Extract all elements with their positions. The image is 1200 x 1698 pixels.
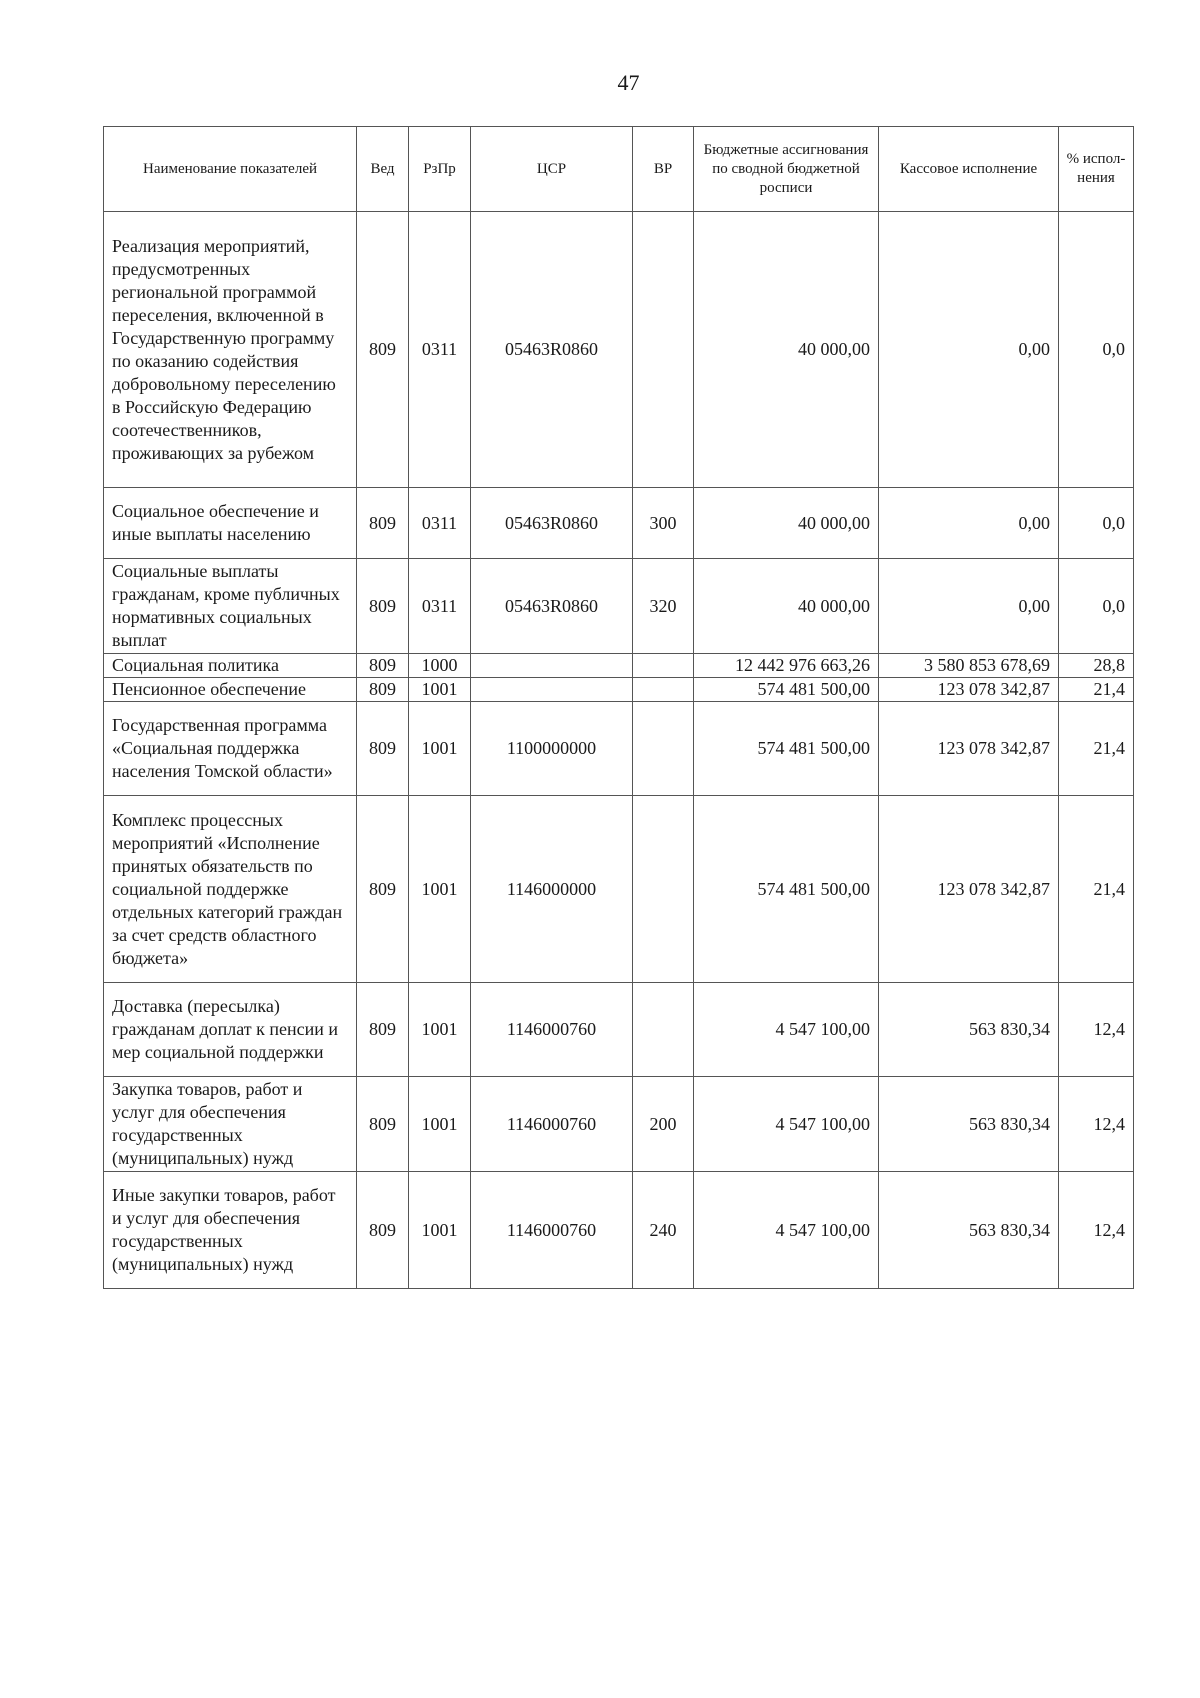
cell-name: Социальная политика (104, 654, 357, 678)
cell-name: Социальные выплаты гражданам, кроме публичных нормативных социальных выплат (104, 559, 357, 654)
cell-cash: 0,00 (879, 212, 1059, 488)
cell-ved: 809 (357, 702, 409, 796)
cell-cash: 0,00 (879, 488, 1059, 559)
cell-name: Доставка (пересылка) гражданам доплат к пенсии и мер социальной поддержки (104, 983, 357, 1077)
cell-vr: 300 (633, 488, 694, 559)
cell-assign: 40 000,00 (694, 488, 879, 559)
cell-assign: 574 481 500,00 (694, 702, 879, 796)
page-number: 47 (617, 70, 640, 95)
cell-csr: 1146000000 (471, 796, 633, 983)
cell-rzpr: 1001 (409, 678, 471, 702)
cell-name: Иные закупки товаров, работ и услуг для обеспечения государственных (муниципальных) нужд (104, 1172, 357, 1289)
header-assign: Бюджетные ассигнования по сводной бюджетной росписи (694, 127, 879, 212)
cell-cash: 123 078 342,87 (879, 796, 1059, 983)
header-name: Наименование показателей (104, 127, 357, 212)
cell-cash: 563 830,34 (879, 983, 1059, 1077)
cell-name: Социальное обеспечение и иные выплаты населению (104, 488, 357, 559)
table-row (104, 796, 1134, 983)
cell-name: Пенсионное обеспечение (104, 678, 357, 702)
cell-csr: 05463R0860 (471, 488, 633, 559)
cell-rzpr: 1001 (409, 702, 471, 796)
cell-rzpr: 0311 (409, 488, 471, 559)
table-row (104, 1077, 1134, 1172)
cell-vr (633, 702, 694, 796)
header-csr: ЦСР (471, 127, 633, 212)
cell-assign: 574 481 500,00 (694, 796, 879, 983)
cell-name: Закупка товаров, работ и услуг для обеспечения государственных (муниципальных) нужд (104, 1077, 357, 1172)
cell-assign: 4 547 100,00 (694, 983, 879, 1077)
cell-pct: 0,0 (1059, 212, 1134, 488)
cell-ved: 809 (357, 796, 409, 983)
cell-pct: 21,4 (1059, 678, 1134, 702)
cell-cash: 563 830,34 (879, 1172, 1059, 1289)
table-header-row (104, 127, 1134, 212)
table-row (104, 488, 1134, 559)
cell-csr (471, 678, 633, 702)
cell-ved: 809 (357, 559, 409, 654)
cell-cash: 563 830,34 (879, 1077, 1059, 1172)
cell-ved: 809 (357, 212, 409, 488)
cell-csr: 1146000760 (471, 983, 633, 1077)
cell-pct: 12,4 (1059, 983, 1134, 1077)
cell-vr (633, 796, 694, 983)
header-rzpr: РзПр (409, 127, 471, 212)
cell-pct: 0,0 (1059, 488, 1134, 559)
cell-name: Комплекс процессных мероприятий «Исполнение принятых обязательств по социальной поддержке отдельных категорий граждан за счет средств областного бюджета» (104, 796, 357, 983)
cell-vr (633, 212, 694, 488)
cell-csr: 1100000000 (471, 702, 633, 796)
cell-assign: 40 000,00 (694, 559, 879, 654)
cell-cash: 0,00 (879, 559, 1059, 654)
cell-rzpr: 1000 (409, 654, 471, 678)
cell-csr: 1146000760 (471, 1077, 633, 1172)
cell-assign: 4 547 100,00 (694, 1077, 879, 1172)
header-pct: % испол-нения (1059, 127, 1134, 212)
cell-cash: 3 580 853 678,69 (879, 654, 1059, 678)
header-vr: ВР (633, 127, 694, 212)
cell-assign: 574 481 500,00 (694, 678, 879, 702)
table-row (104, 654, 1134, 678)
cell-vr: 240 (633, 1172, 694, 1289)
table-row (104, 678, 1134, 702)
cell-rzpr: 0311 (409, 559, 471, 654)
cell-pct: 21,4 (1059, 702, 1134, 796)
budget-execution-table (103, 126, 1134, 1289)
cell-ved: 809 (357, 654, 409, 678)
cell-csr: 1146000760 (471, 1172, 633, 1289)
cell-cash: 123 078 342,87 (879, 702, 1059, 796)
table-row (104, 212, 1134, 488)
cell-vr: 320 (633, 559, 694, 654)
cell-vr (633, 678, 694, 702)
cell-ved: 809 (357, 983, 409, 1077)
cell-pct: 12,4 (1059, 1172, 1134, 1289)
table-row (104, 983, 1134, 1077)
cell-pct: 21,4 (1059, 796, 1134, 983)
table-row (104, 702, 1134, 796)
cell-pct: 12,4 (1059, 1077, 1134, 1172)
cell-rzpr: 1001 (409, 1077, 471, 1172)
cell-rzpr: 1001 (409, 796, 471, 983)
cell-assign: 40 000,00 (694, 212, 879, 488)
cell-ved: 809 (357, 1077, 409, 1172)
cell-ved: 809 (357, 678, 409, 702)
cell-rzpr: 1001 (409, 983, 471, 1077)
cell-cash: 123 078 342,87 (879, 678, 1059, 702)
cell-assign: 12 442 976 663,26 (694, 654, 879, 678)
cell-name: Реализация мероприятий, предусмотренных региональной программой переселения, включенной в Государственную программу по оказанию содействия добровольному переселению в Российскую Федерацию соотечественников, проживающих за рубежом (104, 212, 357, 488)
cell-pct: 28,8 (1059, 654, 1134, 678)
cell-rzpr: 1001 (409, 1172, 471, 1289)
cell-csr: 05463R0860 (471, 212, 633, 488)
cell-vr (633, 983, 694, 1077)
table-row (104, 559, 1134, 654)
cell-pct: 0,0 (1059, 559, 1134, 654)
table-row (104, 1172, 1134, 1289)
cell-csr: 05463R0860 (471, 559, 633, 654)
header-ved: Вед (357, 127, 409, 212)
cell-name: Государственная программа «Социальная поддержка населения Томской области» (104, 702, 357, 796)
cell-rzpr: 0311 (409, 212, 471, 488)
cell-vr (633, 654, 694, 678)
cell-ved: 809 (357, 1172, 409, 1289)
cell-vr: 200 (633, 1077, 694, 1172)
cell-ved: 809 (357, 488, 409, 559)
cell-csr (471, 654, 633, 678)
header-cash: Кассовое исполнение (879, 127, 1059, 212)
cell-assign: 4 547 100,00 (694, 1172, 879, 1289)
